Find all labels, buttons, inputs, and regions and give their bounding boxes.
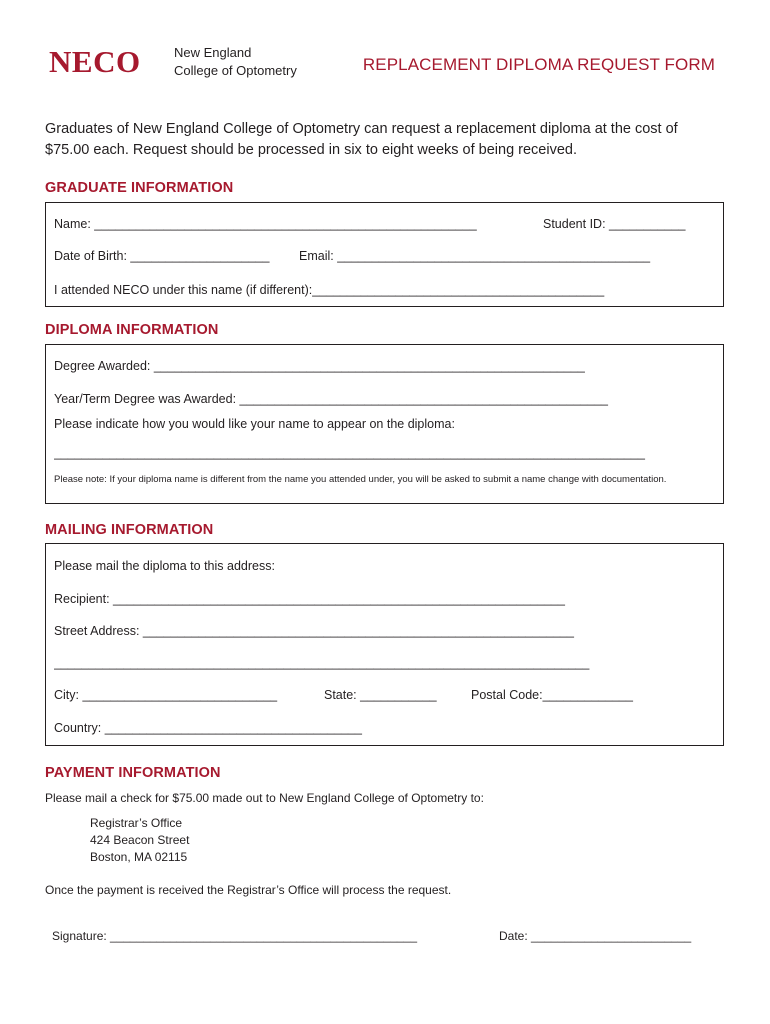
college-name-line1: New England bbox=[174, 45, 252, 60]
state-field[interactable]: State: ___________ bbox=[324, 688, 437, 702]
street-address-field[interactable]: Street Address: ______________________________________________________________ bbox=[54, 624, 574, 638]
city-field[interactable]: City: ____________________________ bbox=[54, 688, 278, 702]
form-title: REPLACEMENT DIPLOMA REQUEST FORM bbox=[362, 55, 715, 74]
neco-logo: NECO bbox=[49, 44, 141, 79]
recipient-field[interactable]: Recipient: _________________________________________________________________ bbox=[54, 592, 565, 606]
year-awarded-field[interactable]: Year/Term Degree was Awarded: _____________________________________________________ bbox=[54, 392, 608, 406]
mailing-info-box bbox=[45, 543, 724, 746]
diploma-name-field[interactable]: _____________________________________________________________________________________ bbox=[54, 446, 645, 460]
mailing-prompt: Please mail the diploma to this address: bbox=[54, 559, 275, 573]
registrar-address-line2: 424 Beacon Street bbox=[90, 833, 190, 847]
payment-info-heading: PAYMENT INFORMATION bbox=[45, 765, 221, 781]
student-id-field[interactable]: Student ID: ___________ bbox=[543, 217, 686, 231]
date-field[interactable]: Date: ________________________ bbox=[499, 929, 692, 943]
signature-field[interactable]: Signature: ______________________________________________ bbox=[52, 929, 418, 943]
college-name-line2: College of Optometry bbox=[174, 63, 297, 78]
graduate-info-heading: GRADUATE INFORMATION bbox=[45, 180, 234, 196]
street-address-line2-field[interactable]: _____________________________________________________________________________ bbox=[54, 656, 590, 670]
registrar-address-line3: Boston, MA 02115 bbox=[90, 850, 188, 864]
registrar-address-line1: Registrar’s Office bbox=[90, 816, 183, 830]
intro-paragraph: Graduates of New England College of Optometry can request a replacement diploma at the cost of $75.00 each. Request should be processed in six to eight weeks of being received. bbox=[45, 121, 678, 158]
diploma-name-prompt: Please indicate how you would like your name to appear on the diploma: bbox=[54, 417, 455, 431]
diploma-note: Please note: If your diploma name is different from the name you attended under, you will be asked to submit a name change with documentation. bbox=[54, 474, 667, 485]
mailing-info-heading: MAILING INFORMATION bbox=[45, 522, 214, 538]
country-field[interactable]: Country: _____________________________________ bbox=[54, 721, 362, 735]
graduate-info-box bbox=[45, 202, 724, 307]
degree-awarded-field[interactable]: Degree Awarded: ______________________________________________________________ bbox=[54, 359, 585, 373]
diploma-info-box bbox=[45, 344, 724, 504]
payment-instruction: Please mail a check for $75.00 made out to New England College of Optometry to: bbox=[45, 791, 484, 805]
name-field[interactable]: Name: _______________________________________________________ bbox=[54, 217, 477, 231]
diploma-info-heading: DIPLOMA INFORMATION bbox=[45, 322, 219, 338]
postal-code-field[interactable]: Postal Code:_____________ bbox=[471, 688, 633, 702]
attended-name-field[interactable]: I attended NECO under this name (if different):__________________________________________ bbox=[54, 283, 605, 297]
date-of-birth-field[interactable]: Date of Birth: ____________________ bbox=[54, 249, 270, 263]
email-field[interactable]: Email: _____________________________________________ bbox=[299, 249, 651, 263]
processing-note: Once the payment is received the Registrar’s Office will process the request. bbox=[45, 883, 452, 897]
